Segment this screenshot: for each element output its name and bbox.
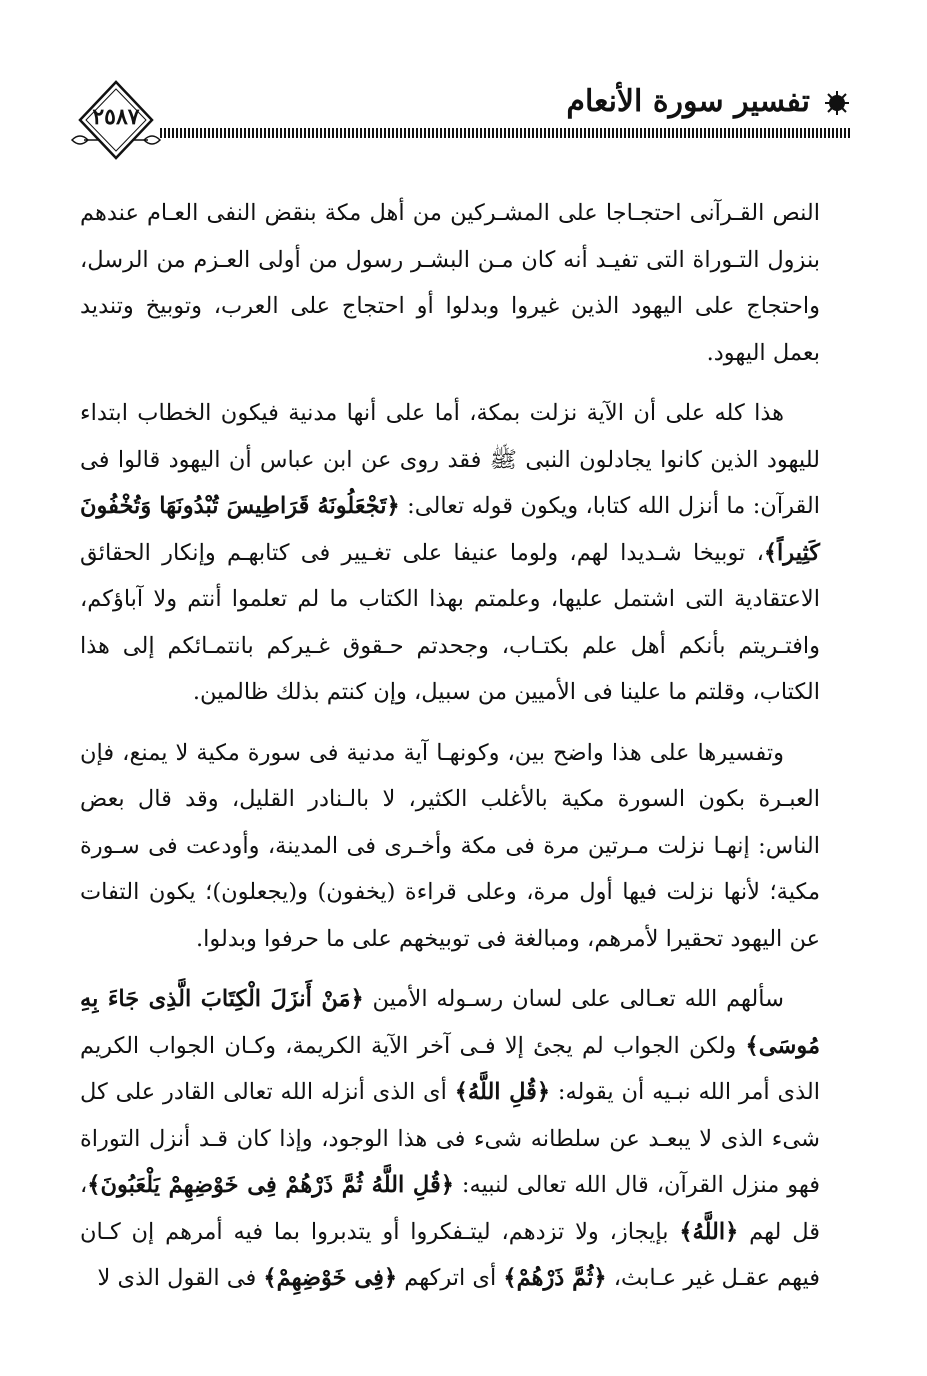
quran-quote: ﴿قُلِ اللَّهُ﴾ — [454, 1079, 551, 1105]
paragraph — [80, 190, 820, 376]
text-segment: سألهم الله تعـالى على لسان رسـوله الأمين — [363, 986, 784, 1012]
quran-quote: ﴿اللَّهُ﴾ — [679, 1218, 739, 1245]
text-segment: ، قل لهم — [80, 1172, 820, 1245]
text-segment: ولكن الجواب لم يجئ إلا فـى آخر الآية الكريمة، وكـان الجواب الكريم الذى أمر الله نبـيه أن يقوله: — [80, 1032, 820, 1105]
text-segment: أى الذى أنزله الله تعالى القادر على كل شىء الذى لا يبعـد عن سلطانه شىء فى هذا الوجود، وإذا كان قـد أنزل التوراة فهو منزل القرآن، قال الله تعالى لنبيه: — [80, 1079, 820, 1198]
ornament-icon — [824, 90, 850, 116]
text-segment: النص القـرآنى احتجـاجا على المشـركين من أهل مكة بنقض النفى العـام عندهم بنزول التـوراة التى تفيـد أنه كان مـن البشـر رسول من أولى العـزم من الرسل، واحتجاج على اليهود الذين غيروا وبدلوا أو احتجاج على العرب، وتوبيخ وتنديد بعمل اليهود. — [80, 200, 820, 366]
page-header — [70, 78, 850, 168]
quran-quote: ﴿مَنْ أَنزَلَ الْكِتَابَ الَّذِى جَاءَ بِهِ مُوسَى﴾ — [80, 986, 820, 1059]
text-segment: ، توبيخا شـديدا لهم، ولوما عنيفا على تغـيير فى كتابهـم وإنكار الحقائق الاعتقادية التى اشتمل عليها، وعلمتم بهذا الكتاب ما لم تعلموا أنتم ولا آباؤكم، وافتـريتم بأنكم أهل علم بكتـاب، وجحدتم حـقوق غـيركم بانتمـائكم إلى هذا الكتاب، وقلتم ما علينا فى الأميين من سبيل، وإن كنتم بذلك ظالمين. — [80, 539, 820, 705]
paragraph — [80, 730, 820, 963]
quran-quote: ﴿قُلِ اللَّهُ ثُمَّ ذَرْهُمْ فِى خَوْضِهِمْ يَلْعَبُونَ﴾ — [87, 1172, 454, 1198]
quran-quote: ﴿تَجْعَلُونَهُ قَرَاطِيسَ تُبْدُونَهَا وَتُخْفُونَ كَثِيراً﴾ — [80, 493, 820, 566]
text-segment: فى القول الذى لا — [97, 1265, 264, 1291]
text-segment: هذا كله على أن الآية نزلت بمكة، أما على أنها مدنية فيكون الخطاب ابتداء لليهود الذين كانوا يجادلون النبى ﷺ فقد روى عن ابن عباس أن اليهود قالوا فى القرآن: ما أنزل الله كتابا، ويكون قوله تعالى: — [80, 400, 820, 519]
page-number: ٢٥٨٧ — [92, 104, 140, 130]
text-segment: أى اتركهم — [397, 1265, 504, 1291]
body-text — [80, 190, 820, 1316]
page-title: تفسير سورة الأنعام — [566, 84, 810, 119]
quran-quote: ﴿فِى خَوْضِهِمْ﴾ — [263, 1265, 398, 1291]
header-rule — [160, 128, 850, 138]
text-segment: وتفسيرها على هذا واضح بين، وكونهـا آية مدنية فى سورة مكية لا يمنع، فإن العبـرة بكون السورة مكية بالأغلب الكثير، لا بالـنادر القليل، وقد قال بعض الناس: إنهـا نزلت مـرتين مرة فى مكة وأخـرى فى المدينة، وأودعت فى سـورة مكية؛ لأنها نزلت فيها أول مرة، وعلى قراءة (يخفون) و(يجعلون)؛ يكون التفات عن اليهود تحقيرا لأمرهم، ومبالغة فى توبيخهم على ما حرفوا وبدلوا. — [80, 739, 820, 952]
quran-quote: ﴿ثُمَّ ذَرْهُمْ﴾ — [503, 1265, 607, 1291]
text-segment: بإيجاز، ولا تزدهم، ليتـفكروا أو يتدبروا بما فيه أمرهم إن كـان فيهم عقـل غير عـابث، — [80, 1218, 820, 1291]
paragraph — [80, 976, 820, 1302]
paragraph — [80, 390, 820, 716]
